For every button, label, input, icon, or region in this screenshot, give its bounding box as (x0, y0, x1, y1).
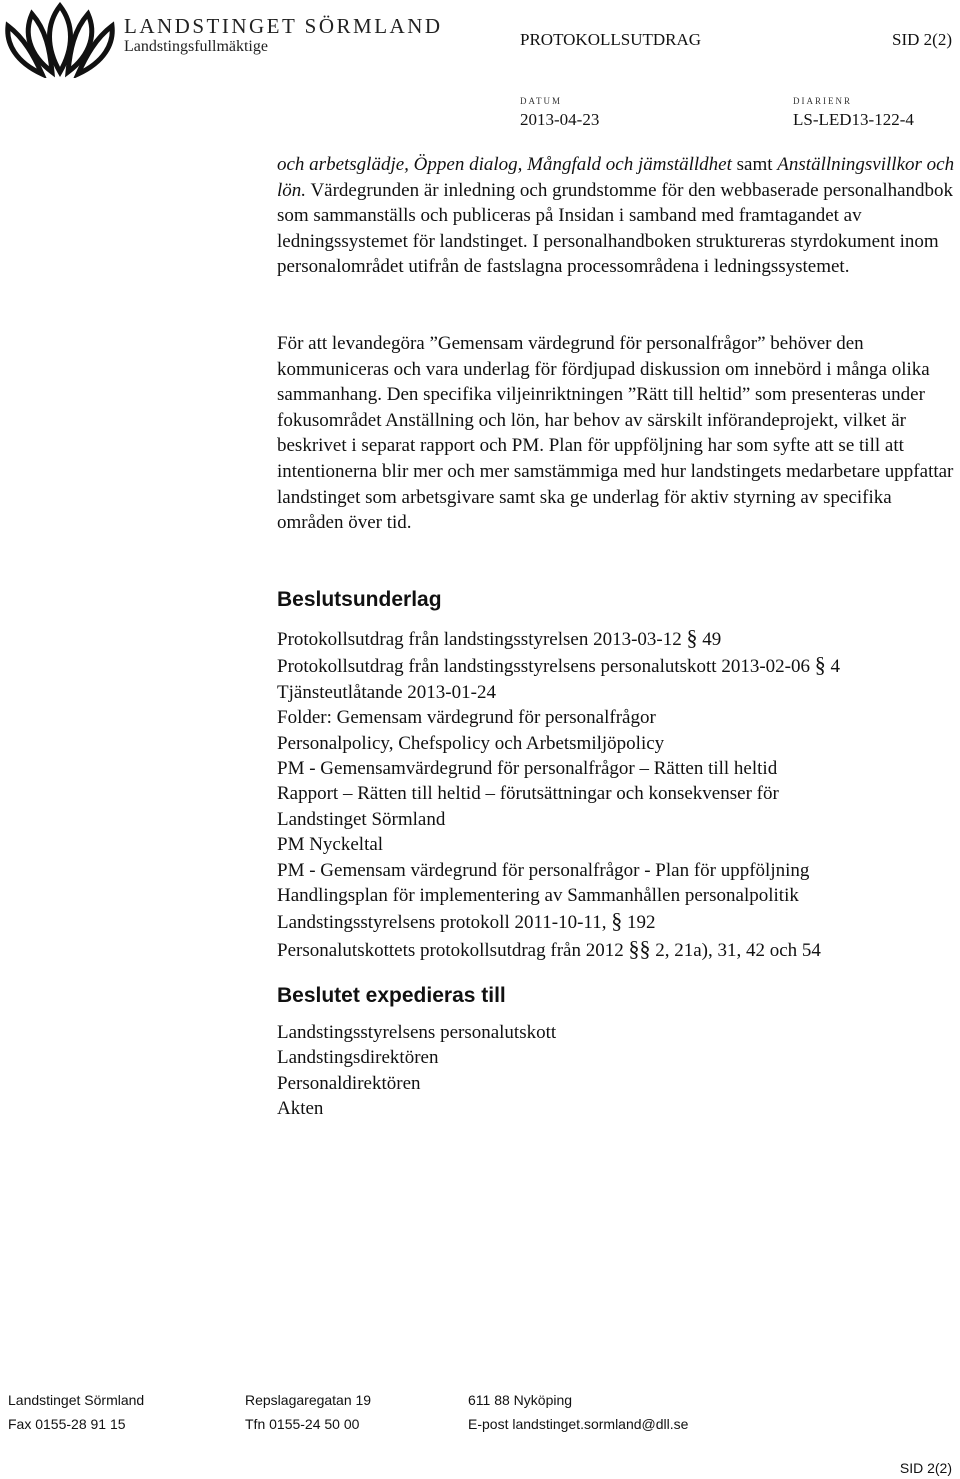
body-paragraph-2: För att levandegöra ”Gemensam värdegrund för personalfrågor” behöver den kommuniceras och vara underlag för fördjupad diskussion om innebörd i många olika sammanhang. Den specifika viljeinriktningen ”Rätt till heltid” som presenteras under fokusområdet Anställning och lön, har behov av särskilt införandeprojekt, vilket är beskrivet i separat rapport och PM. Plan för uppföljning har som syfte att se till att intentionerna blir mer och mer samstämmiga med hur landstingets medarbetare uppfattar landstinget som arbetsgivare samt ska ge underlag för aktiv styrning av specifika områden över tid. (277, 333, 954, 534)
list-item-reference: 49 (697, 629, 722, 650)
list-item-text: Protokollsutdrag från landstingsstyrelsens personalutskott 2013-02-06 (277, 656, 815, 678)
section-sign: § (814, 652, 826, 678)
list-item (277, 936, 957, 963)
expedieras-heading: Beslutet expedieras till (277, 984, 506, 1007)
section-sign: § (611, 908, 623, 934)
beslutsunderlag-heading: Beslutsunderlag (277, 588, 442, 611)
date-value: 2013-04-23 (520, 110, 600, 129)
footer-postal: 611 88 Nyköping (468, 1392, 573, 1408)
paragraph-text: Värdegrunden är inledning och grundstomme för den webbaserade personalhandbok som sammanställs och publiceras på Insidan i samband med framtagandet av ledningssystemet för landstinget. I personalhandboken struktureras styrdokument inom personalområdet utifrån de fastslagna processområdena i ledningssystemet. (277, 179, 954, 278)
list-item (277, 756, 957, 781)
list-item (277, 832, 957, 857)
list-item-text: Landstingsstyrelsens protokoll 2011-10-11, (277, 912, 612, 934)
date-label: DATUM (520, 96, 563, 106)
paragraph-text: samt (731, 154, 778, 175)
list-item-reference: 192 (622, 912, 656, 934)
diary-value: LS-LED13-122-4 (793, 110, 914, 129)
list-item-text: Landstinget Sörmland (277, 808, 446, 830)
list-item (277, 883, 957, 908)
list-item-text: Handlingsplan för implementering av Sammanhållen personalpolitik (277, 885, 799, 907)
section-sign: § (686, 625, 698, 650)
list-item-text: PM - Gemensam värdegrund för personalfrågor - Plan för uppföljning (277, 859, 810, 881)
footer-org: Landstinget Sörmland (8, 1392, 145, 1408)
list-item (277, 908, 957, 935)
list-item-text: Personalutskottets protokollsutdrag från 2012 (277, 939, 629, 961)
list-item (277, 781, 957, 806)
recipient-item: Personaldirektören (277, 1072, 421, 1094)
list-item-reference: 2, 21a), 31, 42 och 54 (650, 939, 821, 961)
list-item-text: PM - Gemensamvärdegrund för personalfrågor – Rätten till heltid (277, 758, 778, 780)
footer-fax: Fax 0155-28 91 15 (8, 1416, 126, 1432)
footer-page-number: SID 2(2) (899, 1460, 952, 1476)
body-paragraph-1 (277, 152, 955, 280)
list-item-text: PM Nyckeltal (277, 834, 384, 856)
recipient-item: Akten (277, 1098, 324, 1120)
list-item (277, 680, 957, 705)
list-item (277, 705, 957, 730)
list-item-text: Tjänsteutlåtande 2013-01-24 (277, 681, 496, 703)
list-item-text: Personalpolicy, Chefspolicy och Arbetsmiljöpolicy (277, 732, 665, 754)
paragraph-italic-2: Anställningsvillkor och lön. (277, 154, 955, 201)
recipient-item: Landstingsstyrelsens personalutskott (277, 1022, 557, 1043)
list-item (277, 858, 957, 883)
org-subtitle: Landstingsfullmäktige (124, 38, 268, 55)
diary-label: DIARIENR (793, 96, 852, 106)
list-item (277, 652, 957, 679)
list-item (277, 807, 957, 832)
list-item (277, 731, 957, 756)
list-item-text: Rapport – Rätten till heltid – förutsättningar och konsekvenser för (277, 783, 779, 805)
paragraph-italic-1: och arbetsglädje, Öppen dialog, Mångfald och jämställdhet (277, 154, 732, 175)
list-item (277, 625, 957, 652)
footer-address: Repslagaregatan 19 (245, 1392, 372, 1408)
list-item-text: Folder: Gemensam värdegrund för personalfrågor (277, 707, 656, 729)
org-name: LANDSTINGET SÖRMLAND (124, 14, 443, 38)
page-number: SID 2(2) (892, 30, 952, 49)
list-item-reference: 4 (825, 656, 840, 678)
expedieras-list (277, 1020, 957, 1122)
beslutsunderlag-list (277, 625, 957, 963)
list-item-text: Protokollsutdrag från landstingsstyrelsen 2013-03-12 (277, 629, 687, 650)
landstinget-logo (2, 2, 118, 78)
section-sign: §§ (628, 935, 651, 961)
recipient-item: Landstingsdirektören (277, 1047, 439, 1069)
document-type: PROTOKOLLSUTDRAG (520, 30, 702, 49)
footer-email: E-post landstinget.sormland@dll.se (468, 1416, 689, 1432)
footer-phone: Tfn 0155-24 50 00 (245, 1416, 360, 1432)
